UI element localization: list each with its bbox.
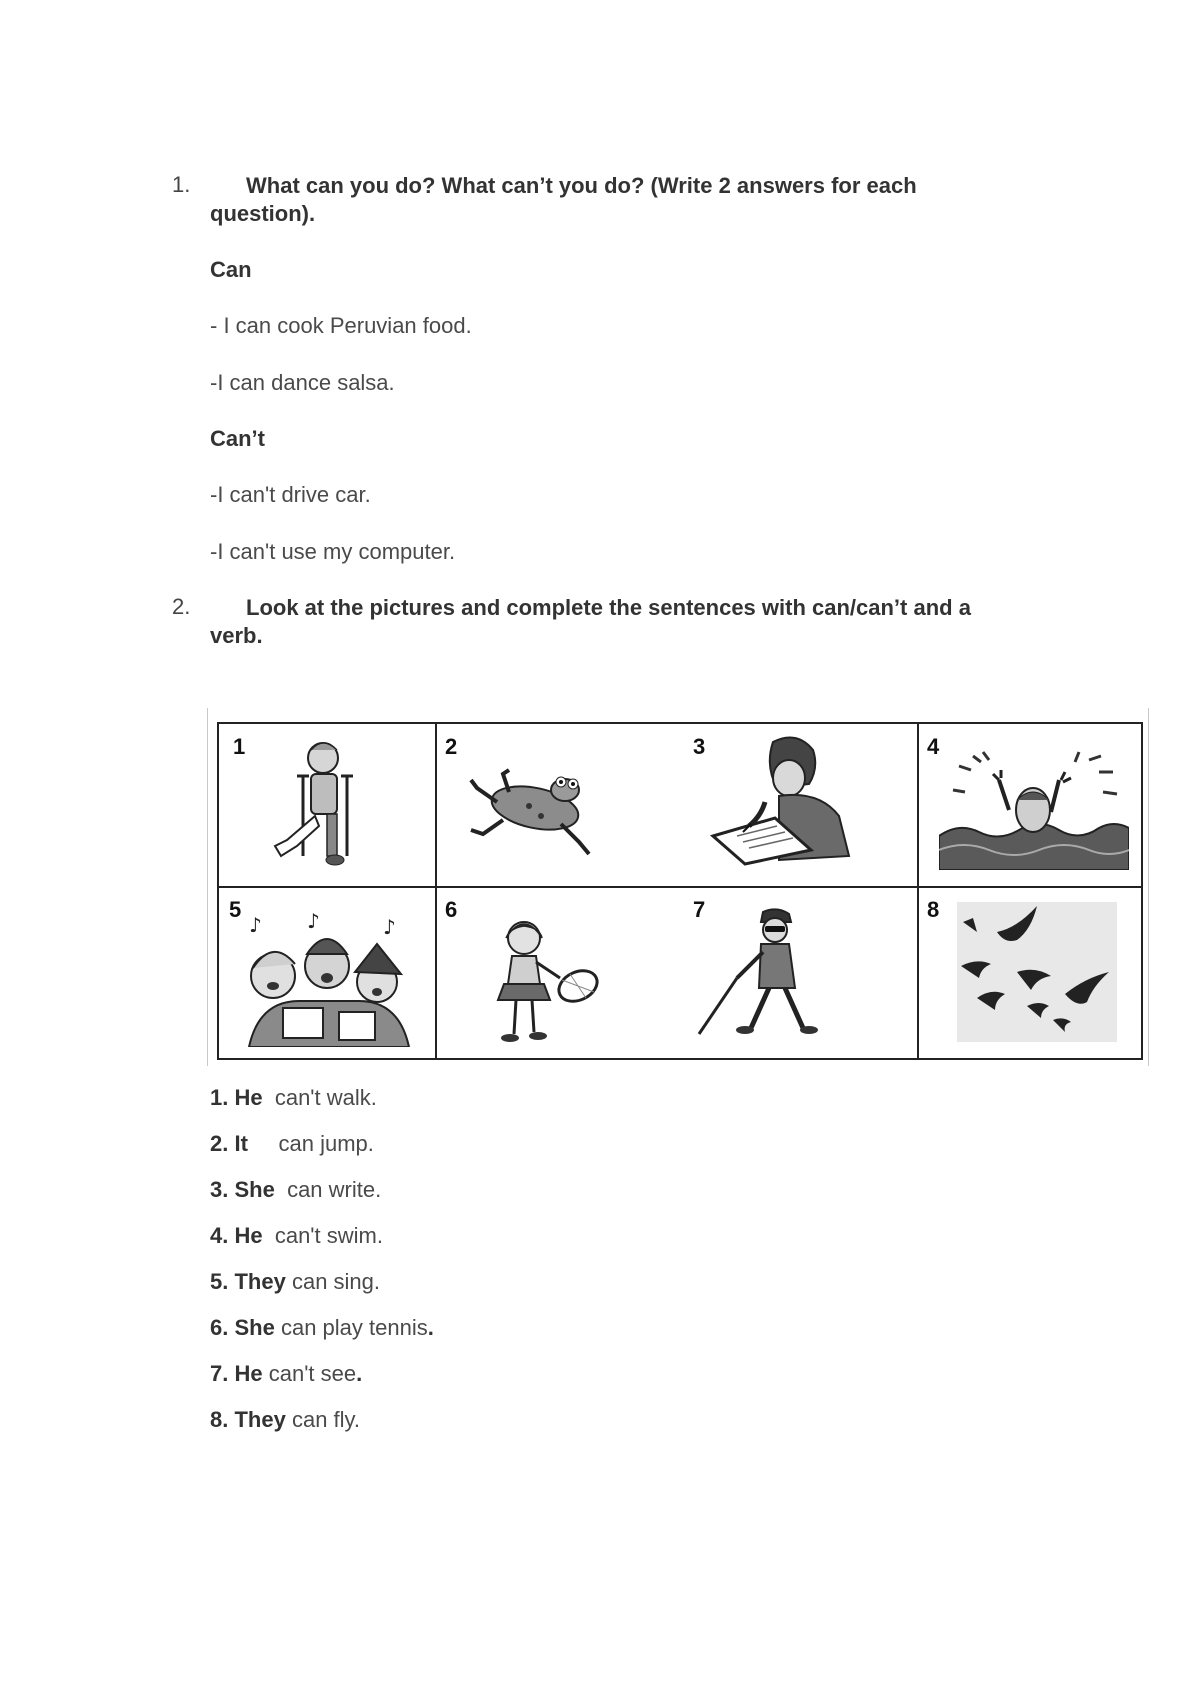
sentence-answer: can write. <box>274 1177 382 1202</box>
sentence-4 <box>210 1223 383 1249</box>
sentence-answer: can jump. <box>247 1131 374 1156</box>
picture-number-1: 1 <box>233 734 246 759</box>
question-1-text: What can you do? What can’t you do? (Write 2 answers for each question). <box>210 173 917 226</box>
sentence-1 <box>210 1085 377 1111</box>
can-heading: Can <box>210 257 252 282</box>
sentence-number: 2. <box>210 1131 229 1156</box>
picture-number-3: 3 <box>693 734 706 759</box>
picture-number-7: 7 <box>693 897 706 922</box>
sentence-number: 5. <box>210 1269 229 1294</box>
sentence-subject: They <box>234 1269 286 1294</box>
question-1-number: 1. <box>172 172 191 197</box>
sentence-2 <box>210 1131 374 1157</box>
sentence-answer: can't see <box>262 1361 357 1386</box>
sentence-number: 3. <box>210 1177 229 1202</box>
sentence-number: 7. <box>210 1361 229 1386</box>
sentence-subject: She <box>234 1315 275 1340</box>
person-writing-icon <box>703 732 853 867</box>
sentence-answer: can't walk. <box>262 1085 377 1110</box>
sentence-number: 6. <box>210 1315 229 1340</box>
picture-grid <box>210 712 1150 1064</box>
picture-table <box>217 722 1143 1060</box>
picture-number-6: 6 <box>445 897 458 922</box>
sentence-subject: It <box>234 1131 248 1156</box>
sentence-6 <box>210 1315 434 1341</box>
sentence-subject: They <box>234 1407 286 1432</box>
birds-flying-icon <box>957 902 1117 1042</box>
boy-on-crutches-icon <box>267 736 377 876</box>
sentence-7 <box>210 1361 362 1387</box>
svg-text:♪: ♪ <box>249 913 262 937</box>
sentence-5 <box>210 1269 380 1295</box>
question-2-number: 2. <box>172 594 191 619</box>
grid-divider <box>435 724 437 1058</box>
sentence-answer: can fly. <box>285 1407 361 1432</box>
cant-answer-1: -I can't drive car. <box>210 482 371 507</box>
people-singing-icon <box>243 902 413 1047</box>
blind-man-walking-icon <box>689 904 829 1049</box>
sentence-number: 1. <box>210 1085 229 1110</box>
girl-playing-tennis-icon <box>474 916 604 1051</box>
question-2-text: Look at the pictures and complete the sentences with can/can’t and a verb. <box>210 595 971 648</box>
sentence-answer: can sing. <box>285 1269 381 1294</box>
svg-text:♪: ♪ <box>307 909 320 933</box>
cant-heading: Can’t <box>210 426 265 451</box>
sentence-subject: She <box>234 1177 275 1202</box>
sentence-number: 8. <box>210 1407 229 1432</box>
sentence-subject: He <box>234 1223 263 1248</box>
frog-jumping-icon <box>469 768 599 858</box>
sentence-subject: He <box>234 1085 263 1110</box>
can-answer-2: -I can dance salsa. <box>210 370 395 395</box>
sentence-answer: can't swim. <box>262 1223 383 1248</box>
sentence-3 <box>210 1177 381 1203</box>
sentence-8 <box>210 1407 360 1433</box>
grid-margin-rule <box>207 708 208 1066</box>
person-drowning-icon <box>939 750 1129 870</box>
grid-divider <box>219 886 1141 888</box>
picture-number-4: 4 <box>927 734 940 759</box>
can-answer-1: - I can cook Peruvian food. <box>210 313 472 338</box>
cant-answer-2: -I can't use my computer. <box>210 539 456 564</box>
picture-number-8: 8 <box>927 897 940 922</box>
grid-divider <box>917 724 919 1058</box>
sentence-subject: He <box>234 1361 263 1386</box>
picture-number-2: 2 <box>445 734 458 759</box>
sentence-answer: can play tennis <box>274 1315 428 1340</box>
sentence-period: . <box>356 1361 363 1386</box>
sentence-number: 4. <box>210 1223 229 1248</box>
picture-number-5: 5 <box>229 897 242 922</box>
svg-text:♪: ♪ <box>383 915 396 939</box>
grid-margin-rule <box>1148 708 1149 1066</box>
sentence-period: . <box>427 1315 434 1340</box>
